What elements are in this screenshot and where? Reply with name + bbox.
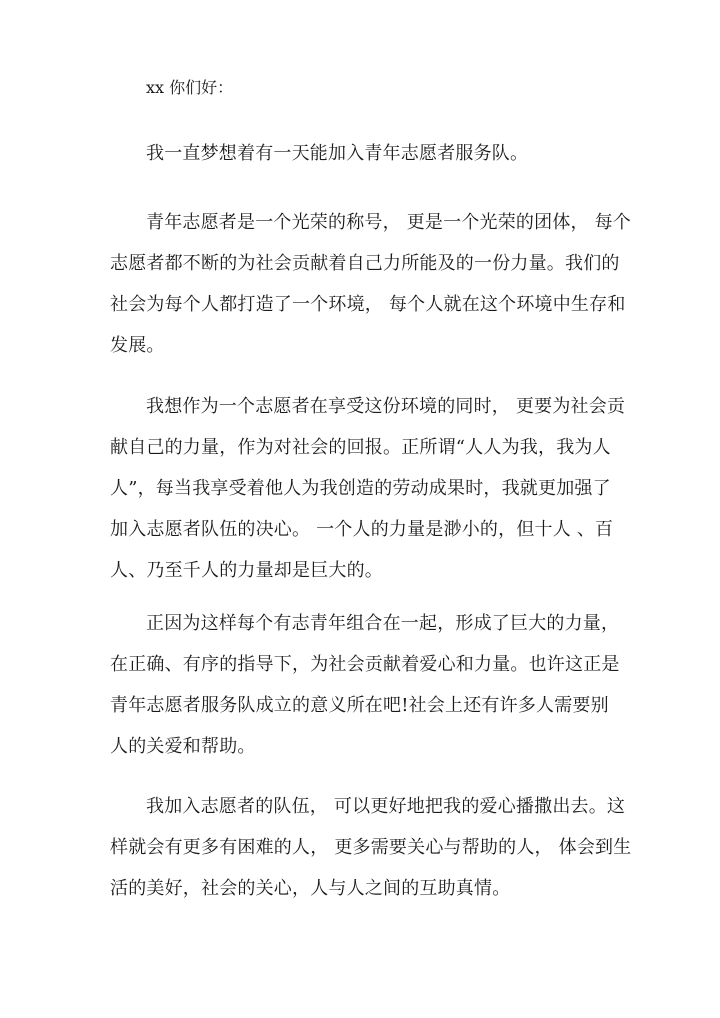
paragraph-5 (110, 786, 632, 909)
paragraph-line: 青年志愿者是一个光荣的称号， 更是一个光荣的团体， 每个 (146, 212, 632, 233)
paragraph-line: 我一直梦想着有一天能加入青年志愿者服务队。 (146, 143, 529, 164)
paragraph-line: 发展。 (110, 335, 165, 356)
paragraph-3 (110, 386, 626, 591)
paragraph-1 (110, 133, 615, 174)
paragraph-line: 样就会有更多有困难的人， 更多需要关心与帮助的人， 体会到生 (110, 837, 632, 858)
paragraph-line: 人、乃至千人的力量却是巨大的。 (110, 560, 383, 581)
paragraph-line: 我想作为一个志愿者在享受这份环境的同时， 更要为社会贡 (146, 396, 626, 417)
paragraph-line: 正因为这样每个有志青年组合在一起，形成了巨大的力量， (146, 613, 620, 634)
paragraph-line: 加入志愿者队伍的决心。 一个人的力量是渺小的，但十人 、百 (110, 519, 614, 540)
paragraph-line: 在正确、有序的指导下，为社会贡献着爱心和力量。也许这正是 (110, 654, 620, 675)
paragraph-2 (110, 202, 632, 366)
paragraph-line: 青年志愿者服务队成立的意义所在吧!社会上还有许多人需要别 (110, 695, 609, 716)
paragraph-line: 我加入志愿者的队伍， 可以更好地把我的爱心播撒出去。这 (146, 796, 626, 817)
greeting-line: xx 你们好： (146, 78, 234, 97)
paragraph-line: 人”，每当我享受着他人为我创造的劳动成果时，我就更加强了 (110, 478, 611, 499)
paragraph-4 (110, 603, 620, 767)
paragraph-line: 志愿者都不断的为社会贡献着自己力所能及的一份力量。我们的 (110, 253, 620, 274)
paragraph-line: 献自己的力量，作为对社会的回报。正所谓“人人为我，我为人 (110, 437, 611, 458)
paragraph-line: 活的美好，社会的关心，人与人之间的互助真情。 (110, 878, 511, 899)
paragraph-line: 人的关爱和帮助。 (110, 736, 256, 757)
paragraph-line: 社会为每个人都打造了一个环境， 每个人就在这个环境中生存和 (110, 294, 626, 315)
